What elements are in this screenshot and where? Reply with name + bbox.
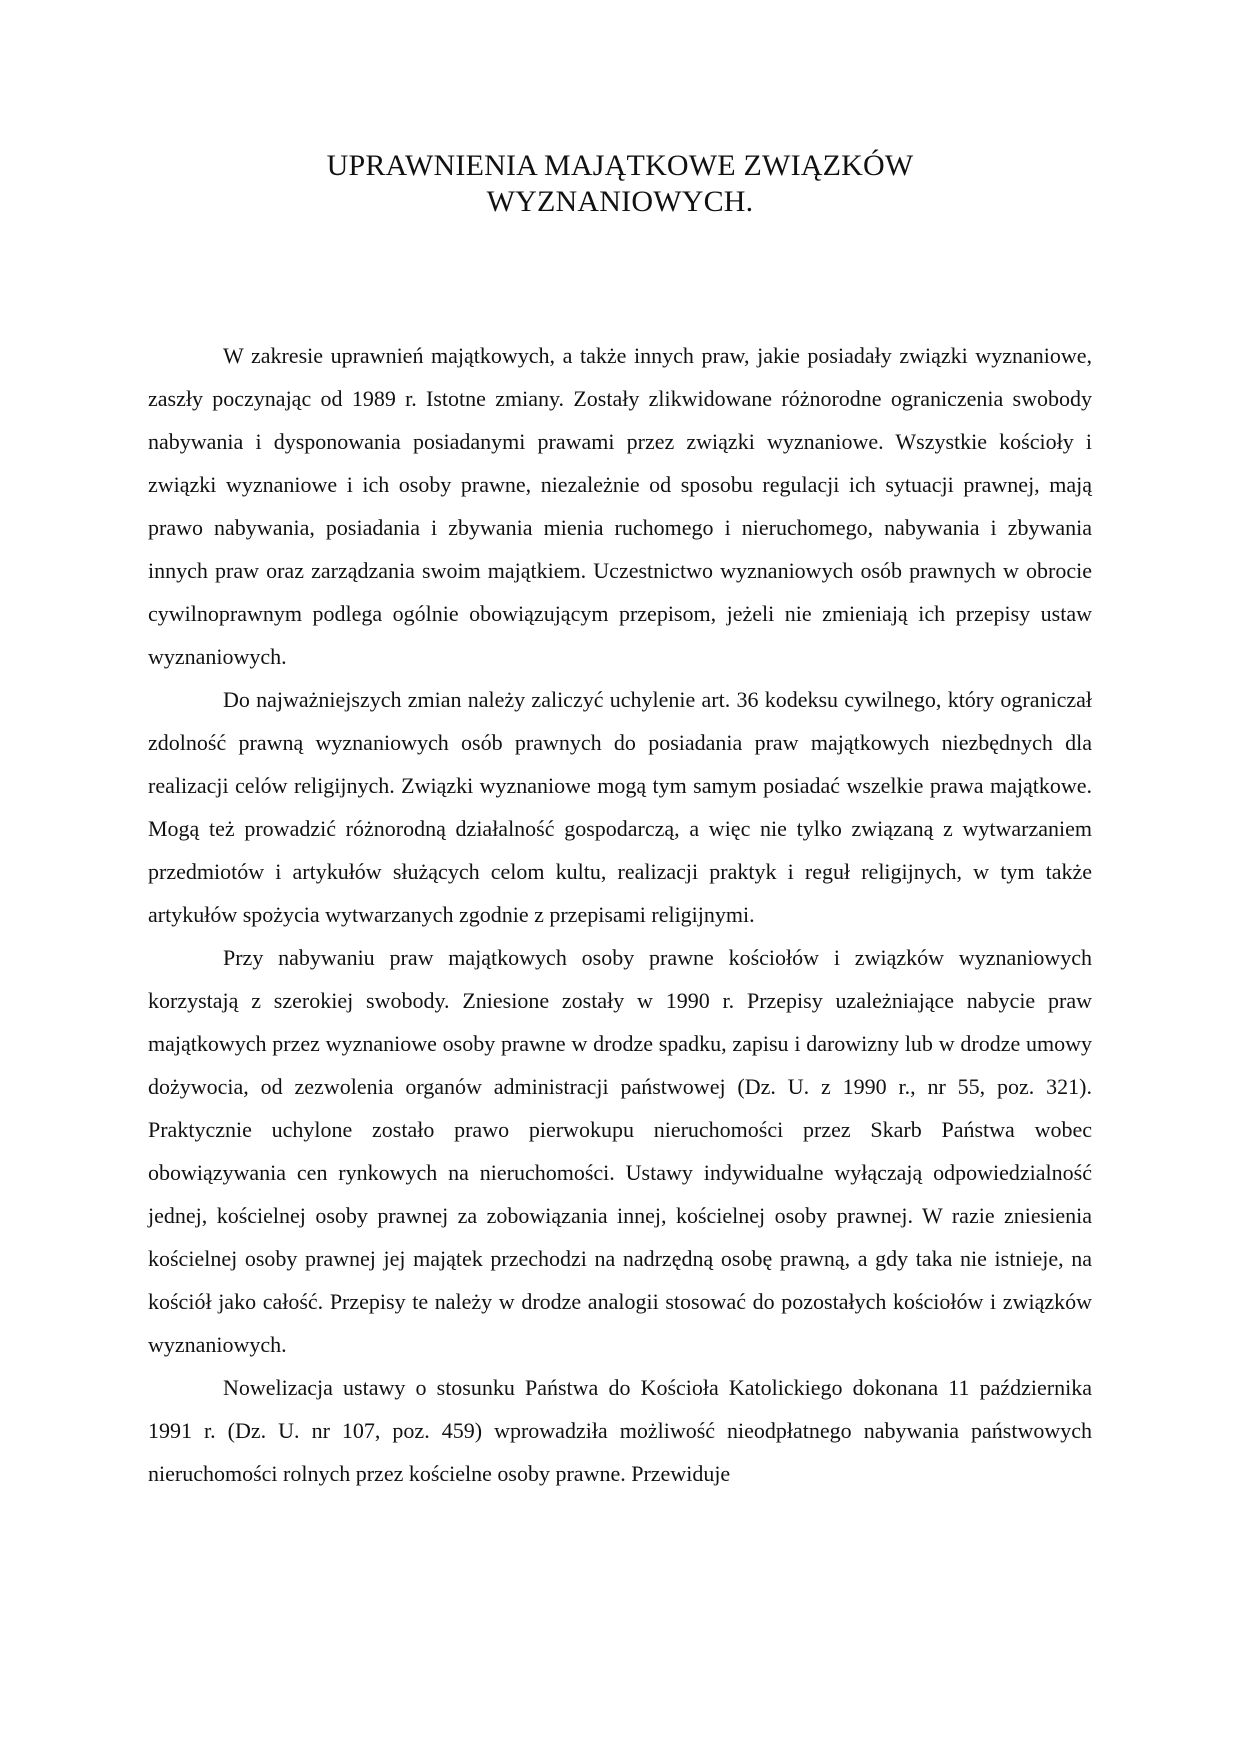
paragraph-4: Nowelizacja ustawy o stosunku Państwa do Kościoła Katolickiego dokonana 11 października 1991 r. (Dz. U. nr 107, poz. 459) wprowadziła możliwość nieodpłatnego nabywania państwowych nieruchomości rolnych przez kościelne osoby prawne. Przewiduje [148, 1375, 1092, 1486]
paragraph-1: W zakresie uprawnień majątkowych, a także innych praw, jakie posiadały związki wyznaniowe, zaszły poczynając od 1989 r. Istotne zmiany. Zostały zlikwidowane różnorodne ograniczenia swobody nabywania i dysponowania posiadanymi prawami przez związki wyznaniowe. Wszystkie kościoły i związki wyznaniowe i ich osoby prawne, niezależnie od sposobu regulacji ich sytuacji prawnej, mają prawo nabywania, posiadania i zbywania mienia ruchomego i nieruchomego, nabywania i zbywania innych praw oraz zarządzania swoim majątkiem. Uczestnictwo wyznaniowych osób prawnych w obrocie cywilnoprawnym podlega ogólnie obowiązującym przepisom, jeżeli nie zmieniają ich przepisy ustaw wyznaniowych. [148, 343, 1092, 669]
paragraph-3: Przy nabywaniu praw majątkowych osoby prawne kościołów i związków wyznaniowych korzystają z szerokiej swobody. Zniesione zostały w 1990 r. Przepisy uzależniające nabycie praw majątkowych przez wyznaniowe osoby prawne w drodze spadku, zapisu i darowizny lub w drodze umowy dożywocia, od zezwolenia organów administracji państwowej (Dz. U. z 1990 r., nr 55, poz. 321). Praktycznie uchylone zostało prawo pierwokupu nieruchomości przez Skarb Państwa wobec obowiązywania cen rynkowych na nieruchomości. Ustawy indywidualne wyłączają odpowiedzialność jednej, kościelnej osoby prawnej za zobowiązania innej, kościelnej osoby prawnej. W razie zniesienia kościelnej osoby prawnej jej majątek przechodzi na nadrzędną osobę prawną, a gdy taka nie istnieje, na kościół jako całość. Przepisy te należy w drodze analogii stosować do pozostałych kościołów i związków wyznaniowych. [148, 945, 1092, 1357]
document-title-line-2: WYZNANIOWYCH. [486, 185, 754, 218]
paragraph-2: Do najważniejszych zmian należy zaliczyć uchylenie art. 36 kodeksu cywilnego, który ograniczał zdolność prawną wyznaniowych osób prawnych do posiadania praw majątkowych niezbędnych dla realizacji celów religijnych. Związki wyznaniowe mogą tym samym posiadać wszelkie prawa majątkowe. Mogą też prowadzić różnorodną działalność gospodarczą, a więc nie tylko związaną z wytwarzaniem przedmiotów i artykułów służących celom kultu, realizacji praktyk i reguł religijnych, w tym także artykułów spożycia wytwarzanych zgodnie z przepisami religijnymi. [148, 687, 1092, 927]
document-title-line-1: UPRAWNIENIA MAJĄTKOWE ZWIĄZKÓW [326, 149, 914, 182]
document-title [0, 148, 1240, 220]
document-body [148, 334, 1092, 1495]
